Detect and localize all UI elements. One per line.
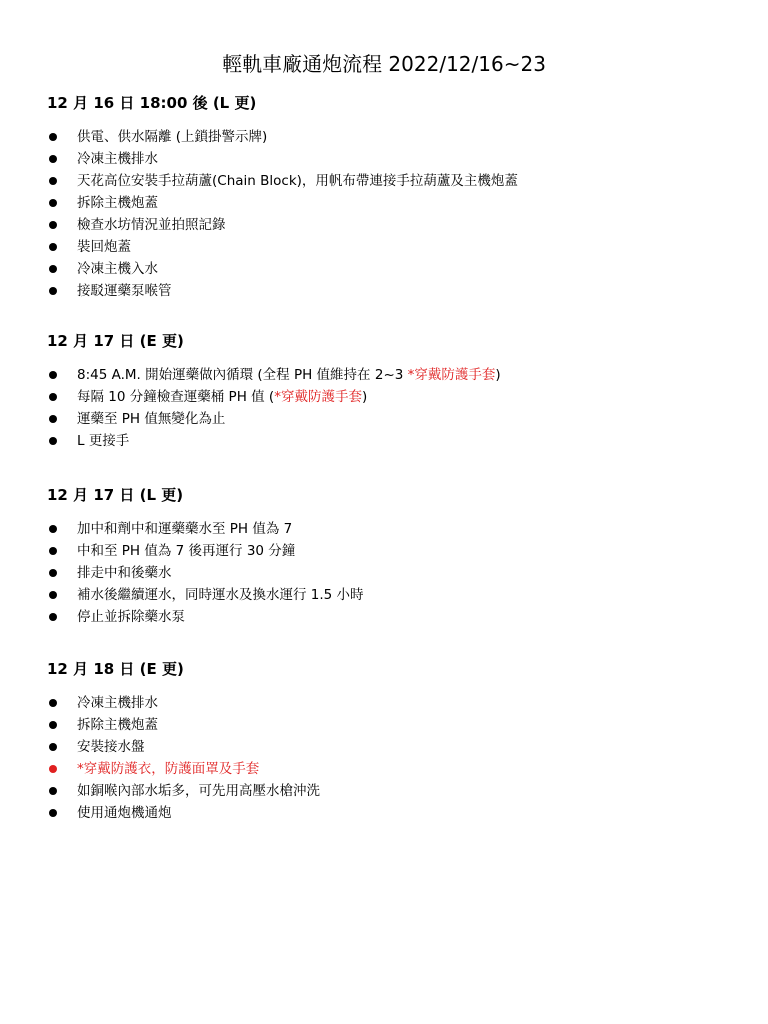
- step-text: 拆除主機炮蓋: [77, 195, 158, 211]
- section-heading: 12 月 17 日 (E 更): [47, 332, 184, 350]
- step-text: L 更接手: [77, 433, 130, 449]
- list-item: [47, 126, 727, 148]
- bullet-dot-icon: [49, 787, 57, 795]
- list-item: [47, 386, 727, 408]
- safety-warning: *穿戴防護手套: [407, 367, 496, 383]
- step-text: 補水後繼續運水，同時運水及換水運行 1.5 小時: [77, 587, 364, 603]
- bullet-dot-icon: [49, 371, 57, 379]
- list-item: [47, 148, 727, 170]
- step-text: 使用通炮機通炮: [77, 805, 172, 821]
- list-item: [47, 802, 727, 824]
- bullet-dot-icon: [49, 221, 57, 229]
- list-item: [47, 540, 727, 562]
- bullet-dot-icon: [49, 155, 57, 163]
- bullet-dot-icon: [49, 721, 57, 729]
- step-text: 排走中和後藥水: [77, 565, 172, 581]
- step-text: 裝回炮蓋: [77, 239, 131, 255]
- step-text: 檢查水坊情況並拍照記錄: [77, 217, 226, 233]
- list-item: [47, 518, 727, 540]
- bullet-dot-icon: [49, 133, 57, 141]
- step-text: 拆除主機炮蓋: [77, 717, 158, 733]
- section-heading: 12 月 18 日 (E 更): [47, 660, 184, 678]
- list-item: [47, 236, 727, 258]
- bullet-dot-icon: [49, 243, 57, 251]
- step-text: 安裝接水盤: [77, 739, 145, 755]
- step-text: 運藥至 PH 值無變化為止: [77, 411, 226, 427]
- step-text: 如銅喉內部水垢多，可先用高壓水槍沖洗: [77, 783, 320, 799]
- list-item: [47, 758, 727, 780]
- bullet-dot-icon: [49, 765, 57, 773]
- bullet-dot-icon: [49, 613, 57, 621]
- list-item: [47, 430, 727, 452]
- step-text: 冷凍主機入水: [77, 261, 158, 277]
- list-item: [47, 562, 727, 584]
- bullet-dot-icon: [49, 415, 57, 423]
- bullet-dot-icon: [49, 287, 57, 295]
- list-item: [47, 692, 727, 714]
- bullet-dot-icon: [49, 393, 57, 401]
- step-text: 天花高位安裝手拉葫蘆(Chain Block)，用帆布帶連接手拉葫蘆及主機炮蓋: [77, 173, 518, 189]
- list-item: [47, 364, 727, 386]
- step-text-suffix: ): [361, 389, 368, 405]
- section-dec-16-l-shift: [47, 92, 727, 302]
- list-item: [47, 408, 727, 430]
- list-item: [47, 584, 727, 606]
- step-list: [47, 126, 727, 302]
- step-text: 每隔 10 分鐘檢查運藥桶 PH 值 (: [77, 389, 275, 405]
- list-item: [47, 714, 727, 736]
- bullet-dot-icon: [49, 569, 57, 577]
- list-item: [47, 214, 727, 236]
- step-text: 接駁運藥泵喉管: [77, 283, 172, 299]
- bullet-dot-icon: [49, 809, 57, 817]
- section-dec-17-l-shift: [47, 484, 727, 628]
- step-list: [47, 692, 727, 824]
- bullet-dot-icon: [49, 743, 57, 751]
- section-heading: 12 月 17 日 (L 更): [47, 486, 184, 504]
- step-text: 8:45 A.M. 開始運藥做內循環 (全程 PH 值維持在 2~3: [77, 367, 408, 383]
- step-text: 冷凍主機排水: [77, 695, 158, 711]
- section-heading: 12 月 16 日 18:00 後 (L 更): [47, 94, 257, 112]
- list-item: [47, 170, 727, 192]
- step-text: 供電、供水隔離 (上鎖掛警示牌): [77, 129, 268, 145]
- bullet-dot-icon: [49, 177, 57, 185]
- list-item: [47, 736, 727, 758]
- step-list: [47, 364, 727, 452]
- step-text: 中和至 PH 值為 7 後再運行 30 分鐘: [77, 543, 296, 559]
- section-dec-18-e-shift: [47, 658, 727, 824]
- list-item: [47, 258, 727, 280]
- section-dec-17-e-shift: [47, 330, 727, 452]
- step-list: [47, 518, 727, 628]
- step-text: 停止並拆除藥水泵: [77, 609, 185, 625]
- safety-warning: *穿戴防護手套: [274, 389, 362, 405]
- safety-warning: *穿戴防護衣，防護面罩及手套: [77, 761, 260, 777]
- bullet-dot-icon: [49, 437, 57, 445]
- list-item: [47, 780, 727, 802]
- list-item: [47, 192, 727, 214]
- step-text: 冷凍主機排水: [77, 151, 158, 167]
- bullet-dot-icon: [49, 525, 57, 533]
- step-text: 加中和劑中和運藥藥水至 PH 值為 7: [77, 521, 293, 537]
- document-title: 輕軌車廠通炮流程 2022/12/16~23: [222, 52, 546, 76]
- list-item: [47, 280, 727, 302]
- bullet-dot-icon: [49, 699, 57, 707]
- list-item: [47, 606, 727, 628]
- step-text-suffix: ): [495, 367, 501, 383]
- bullet-dot-icon: [49, 199, 57, 207]
- bullet-dot-icon: [49, 591, 57, 599]
- bullet-dot-icon: [49, 547, 57, 555]
- bullet-dot-icon: [49, 265, 57, 273]
